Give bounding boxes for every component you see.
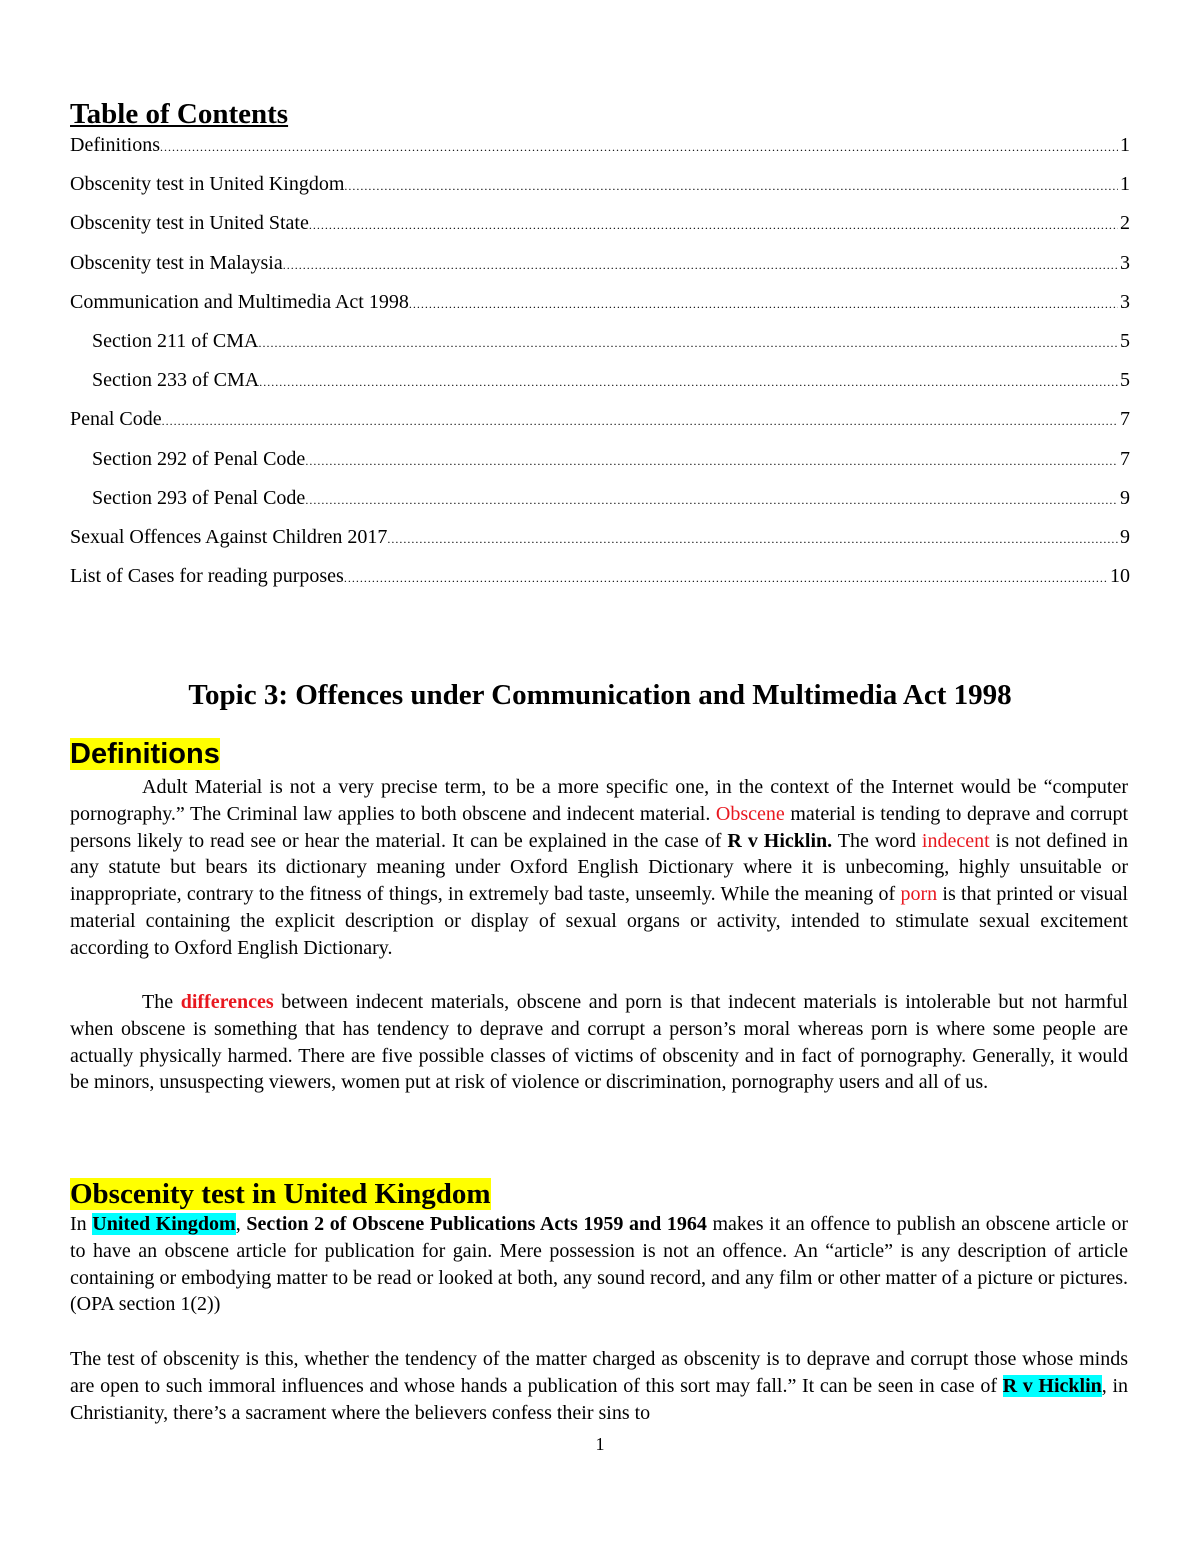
toc-entry-label: Obscenity test in United Kingdom	[70, 173, 345, 196]
term-obscene: Obscene	[715, 802, 785, 825]
text-run: In	[70, 1213, 93, 1235]
toc-entry-label: Definitions	[70, 134, 160, 156]
toc-leader-dots	[387, 526, 1118, 552]
uk-paragraph-1	[70, 1211, 1128, 1318]
text-run: is that printed or visual material containing the explicit description or display of sexual organs or activity, intended to stimulate sexual excitement according to Oxford English Dictionary.	[70, 883, 1128, 959]
toc-entry-page: 7	[1120, 447, 1130, 470]
toc-title: Table of Contents	[70, 98, 289, 130]
toc-entry-label: Obscenity test in United State	[70, 212, 309, 235]
toc-entry-section-233[interactable]	[70, 367, 1130, 406]
toc-entry-label: Sexual Offences Against Children 2017	[70, 525, 388, 548]
toc-entry-cma[interactable]	[70, 289, 1130, 328]
toc-entry-section-211[interactable]	[70, 328, 1130, 367]
toc-leader-dots	[305, 448, 1118, 474]
toc-entry-sexual-offences[interactable]	[70, 524, 1130, 563]
toc-entry-page: 2	[1120, 212, 1130, 235]
toc-leader-dots	[309, 212, 1118, 238]
definitions-paragraph-2	[70, 989, 1128, 1096]
definitions-heading	[70, 736, 220, 772]
term-indecent: indecent	[921, 829, 990, 852]
toc-entry-label: Section 233 of CMA	[92, 369, 260, 392]
highlight-case-hicklin: R v Hicklin	[1002, 1374, 1102, 1397]
toc-entry-page: 7	[1120, 408, 1130, 431]
toc-entry-label: List of Cases for reading purposes	[70, 565, 344, 588]
toc-leader-dots	[160, 134, 1118, 160]
toc-leader-dots	[283, 252, 1118, 278]
toc-entry-section-293[interactable]	[70, 485, 1130, 524]
toc-list	[70, 132, 1130, 602]
toc-entry-page: 5	[1120, 329, 1130, 352]
topic-title: Topic 3: Offences under Communication and Multimedia Act 1998	[188, 679, 1012, 711]
term-porn: porn	[900, 883, 938, 906]
toc-entry-page: 9	[1120, 525, 1130, 548]
toc-entry-page: 9	[1120, 486, 1130, 509]
text-run: The test of obscenity is this, whether the tendency of the matter charged as obscenity is to deprave and corrupt those whose minds are open to such immoral influences and whose hands a publication of this sort may fall.” It can be seen in case of	[70, 1348, 1128, 1397]
toc-entry-label: Section 292 of Penal Code	[92, 447, 306, 470]
toc-leader-dots	[305, 487, 1118, 513]
highlight-united-kingdom: United Kingdom	[92, 1213, 236, 1235]
text-run: Adult Material is not a very precise term, to be a more specific one, in the context of the Internet would be “computer pornography.” The Criminal law applies to both obscene and indecent material.	[70, 776, 1128, 825]
case-name-hicklin: R v Hicklin.	[727, 829, 833, 852]
toc-entry-label: Penal Code	[70, 408, 162, 431]
toc-entry-label: Communication and Multimedia Act 1998	[70, 290, 409, 313]
text-run: The word	[832, 829, 922, 852]
toc-entry-definitions[interactable]	[70, 132, 1130, 171]
toc-entry-page: 3	[1120, 290, 1130, 313]
definitions-paragraph-1	[70, 774, 1128, 962]
toc-entry-page: 1	[1120, 173, 1130, 196]
text-run: ,	[235, 1213, 247, 1235]
text-run: between indecent materials, obscene and porn is that indecent materials is intolerable but not harmful when obscene is something that has tendency to deprave and corrupt a person’s moral whereas porn is where some people are actually physically harmed. There are five possible classes of victims of obscenity and in fact of pornography. Generally, it would be minors, unsuspecting viewers, women put at risk of violence or discrimination, pornography users and all of us.	[70, 991, 1128, 1094]
page-number: 1	[595, 1434, 605, 1454]
toc-leader-dots	[344, 565, 1108, 591]
toc-entry-page: 5	[1120, 369, 1130, 392]
uk-paragraph-2	[70, 1346, 1128, 1426]
toc-entry-uk[interactable]	[70, 171, 1130, 210]
term-differences: differences	[180, 991, 274, 1013]
text-run: material is tending to deprave and corrupt persons likely to read see or hear the material. It can be explained in the case of	[70, 802, 1128, 852]
statute-reference: Section 2 of Obscene Publications Acts 1959 and 1964	[246, 1213, 707, 1235]
toc-leader-dots	[409, 291, 1118, 317]
definitions-heading-text: Definitions	[70, 738, 220, 770]
text-run: makes it an offence to publish an obscene article or to have an obscene article for publication for gain. Mere possession is not an offence. An “article” is any description of article containing or embodying matter to be read or looked at both, any sound record, and any film or other matter of a picture or pictures. (OPA section 1(2))	[70, 1213, 1129, 1316]
toc-leader-dots	[344, 173, 1118, 199]
toc-entry-penal-code[interactable]	[70, 406, 1130, 445]
toc-entry-page: 3	[1120, 251, 1130, 274]
toc-entry-page: 10	[1110, 565, 1130, 588]
toc-entry-label: Section 211 of CMA	[92, 329, 259, 352]
toc-leader-dots	[162, 408, 1118, 434]
toc-entry-malaysia[interactable]	[70, 250, 1130, 289]
toc-entry-section-292[interactable]	[70, 446, 1130, 485]
text-run: , in Christianity, there’s a sacrament where the believers confess their sins to	[70, 1374, 1128, 1424]
toc-leader-dots	[259, 369, 1118, 395]
uk-heading	[70, 1176, 491, 1212]
toc-leader-dots	[258, 330, 1118, 356]
toc-entry-label: Section 293 of Penal Code	[92, 486, 306, 509]
toc-entry-page: 1	[1120, 134, 1130, 156]
text-run: The	[142, 991, 181, 1013]
toc-entry-us[interactable]	[70, 210, 1130, 249]
toc-entry-list-of-cases[interactable]	[70, 563, 1130, 602]
text-run: is not defined in any statute but bears its dictionary meaning under Oxford English Dictionary where it is unbecoming, highly unsuitable or inappropriate, contrary to the fitness of things, in extremely bad taste, unseemly. While the meaning of	[70, 829, 1128, 906]
uk-heading-text: Obscenity test in United Kingdom	[70, 1178, 491, 1210]
toc-entry-label: Obscenity test in Malaysia	[70, 251, 283, 274]
